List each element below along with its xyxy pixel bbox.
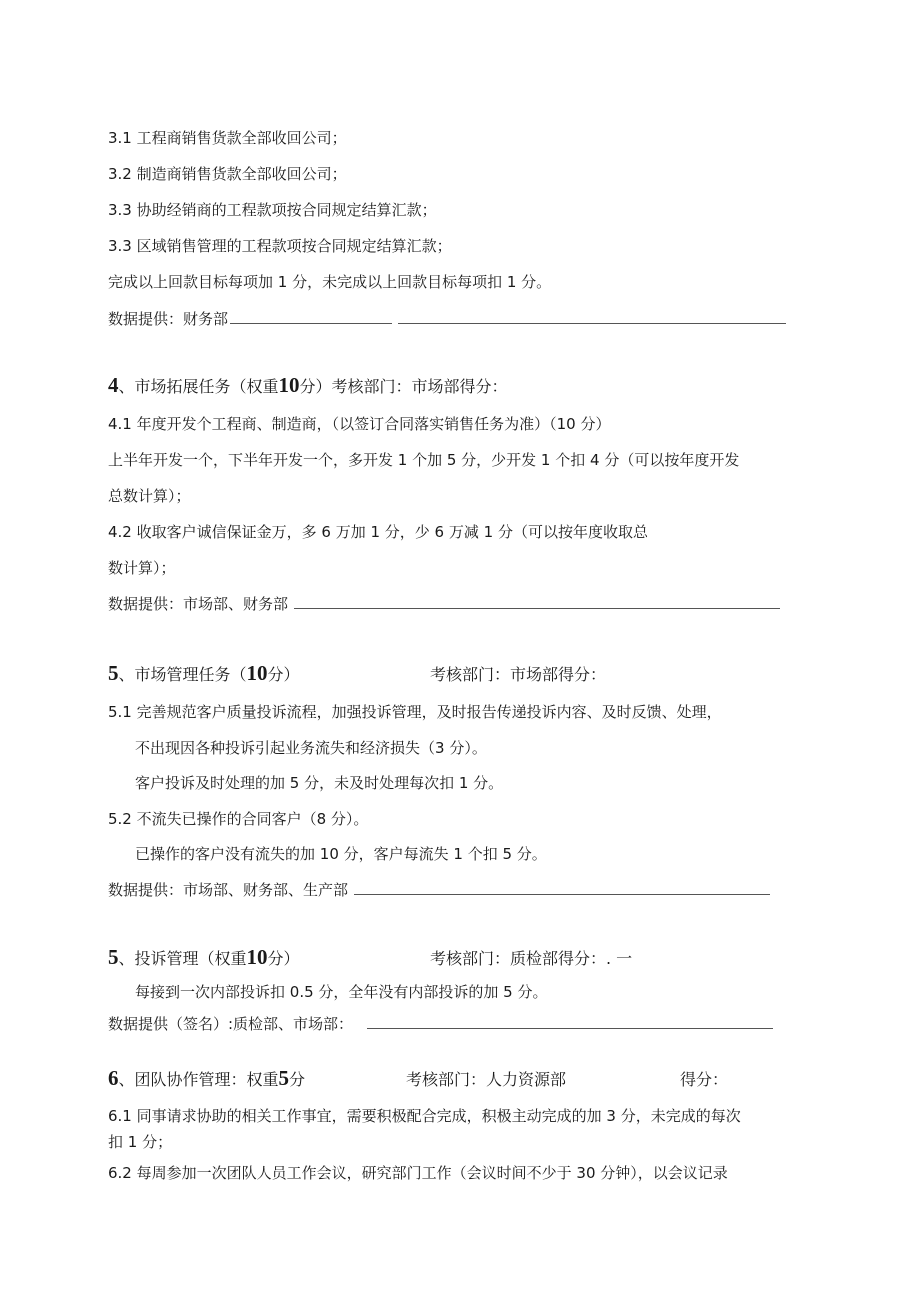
s4-line-3: 总数计算）； [108,487,191,505]
s6-post: 分 [289,1070,306,1089]
s5b-provider-blank [367,1014,773,1029]
s5a-dept: 考核部门：市场部得分： [430,665,607,684]
s3-line-4: 3.3 区域销售管理的工程款项按合同规定结算汇款； [108,237,452,255]
s4-provider-blank [294,594,780,609]
s4-weight: 10 [278,373,300,397]
s4-line-5: 数计算）； [108,559,176,577]
s6-num: 6 [108,1066,119,1090]
s3-line-3: 3.3 协助经销商的工程款项按合同规定结算汇款； [108,201,437,219]
s5b-num: 5 [108,945,119,969]
s5b-line-1: 每接到一次内部投诉扣 0.5 分，全年没有内部投诉的加 5 分。 [135,983,548,1001]
s3-provider-blank-1 [230,309,392,324]
s5a-line-3: 客户投诉及时处理的加 5 分，未及时处理每次扣 1 分。 [135,774,504,792]
s5b-heading [108,946,300,970]
s5b-weight: 10 [246,945,268,969]
s4-num: 4 [108,373,119,397]
s3-provider-blank-2 [398,309,786,324]
s5a-pre: 、市场管理任务（ [118,665,247,684]
s6-weight: 5 [278,1066,290,1090]
s5b-dept: 考核部门：质检部得分：. 一 [430,949,633,968]
s5a-line-5: 已操作的客户没有流失的加 10 分，客户每流失 1 个扣 5 分。 [135,845,547,863]
s5a-line-2: 不出现因各种投诉引起业务流失和经济损失（3 分）。 [135,739,487,757]
s3-line-5: 完成以上回款目标每项加 1 分，未完成以上回款目标每项扣 1 分。 [108,273,552,291]
s6-line-3: 6.2 每周参加一次团队人员工作会议，研究部门工作（会议时间不少于 30 分钟），以会议记录 [108,1164,728,1182]
s5a-weight: 10 [246,661,268,685]
s5b-post: 分） [267,949,300,968]
s6-pre: 、团队协作管理：权重 [118,1070,279,1089]
s6-heading [108,1067,305,1091]
s5a-provider-blank [354,880,770,895]
s5a-provider-line [108,879,770,901]
s5a-post: 分） [267,665,300,684]
s4-post: 分）考核部门：市场部得分： [299,377,508,396]
s5a-provider-label: 数据提供：市场部、财务部、生产部 [108,881,349,899]
s3-line-2: 3.2 制造商销售货款全部收回公司； [108,165,347,183]
s5a-line-4: 5.2 不流失已操作的合同客户（8 分）。 [108,810,369,828]
s5a-num: 5 [108,661,119,685]
s4-line-4: 4.2 收取客户诚信保证金万，多 6 万加 1 分，少 6 万减 1 分（可以按年度收取总 [108,523,648,541]
s6-dept: 考核部门：人力资源部 [406,1070,567,1089]
s4-line-2: 上半年开发一个，下半年开发一个，多开发 1 个加 5 分，少开发 1 个扣 4 分（可以按年度开发 [108,451,740,469]
s4-pre: 、市场拓展任务（权重 [118,377,279,396]
s4-provider-line [108,593,780,615]
s5b-pre: 、投诉管理（权重 [118,949,247,968]
s3-provider-label: 数据提供：财务部 [108,310,229,328]
s6-line-2: 扣 1 分； [108,1133,173,1151]
s5a-heading [108,662,300,686]
s4-line-1: 4.1 年度开发个工程商、制造商，（以签订合同落实销售任务为准）（10 分） [108,415,611,433]
s5b-provider-label: 数据提供（签名）:质检部、市场部： [108,1015,354,1033]
s5b-provider-line [108,1013,773,1035]
s4-provider-label: 数据提供：市场部、财务部 [108,595,289,613]
s5a-line-1: 5.1 完善规范客户质量投诉流程，加强投诉管理，及时报告传递投诉内容、及时反馈、处理， [108,703,722,721]
s3-line-1: 3.1 工程商销售货款全部收回公司； [108,129,347,147]
s4-heading [108,374,508,398]
s6-score: 得分： [680,1070,729,1089]
s3-provider-line [108,308,786,330]
s6-line-1: 6.1 同事请求协助的相关工作事宜，需要积极配合完成，积极主动完成的加 3 分，未完成的每次 [108,1107,741,1125]
